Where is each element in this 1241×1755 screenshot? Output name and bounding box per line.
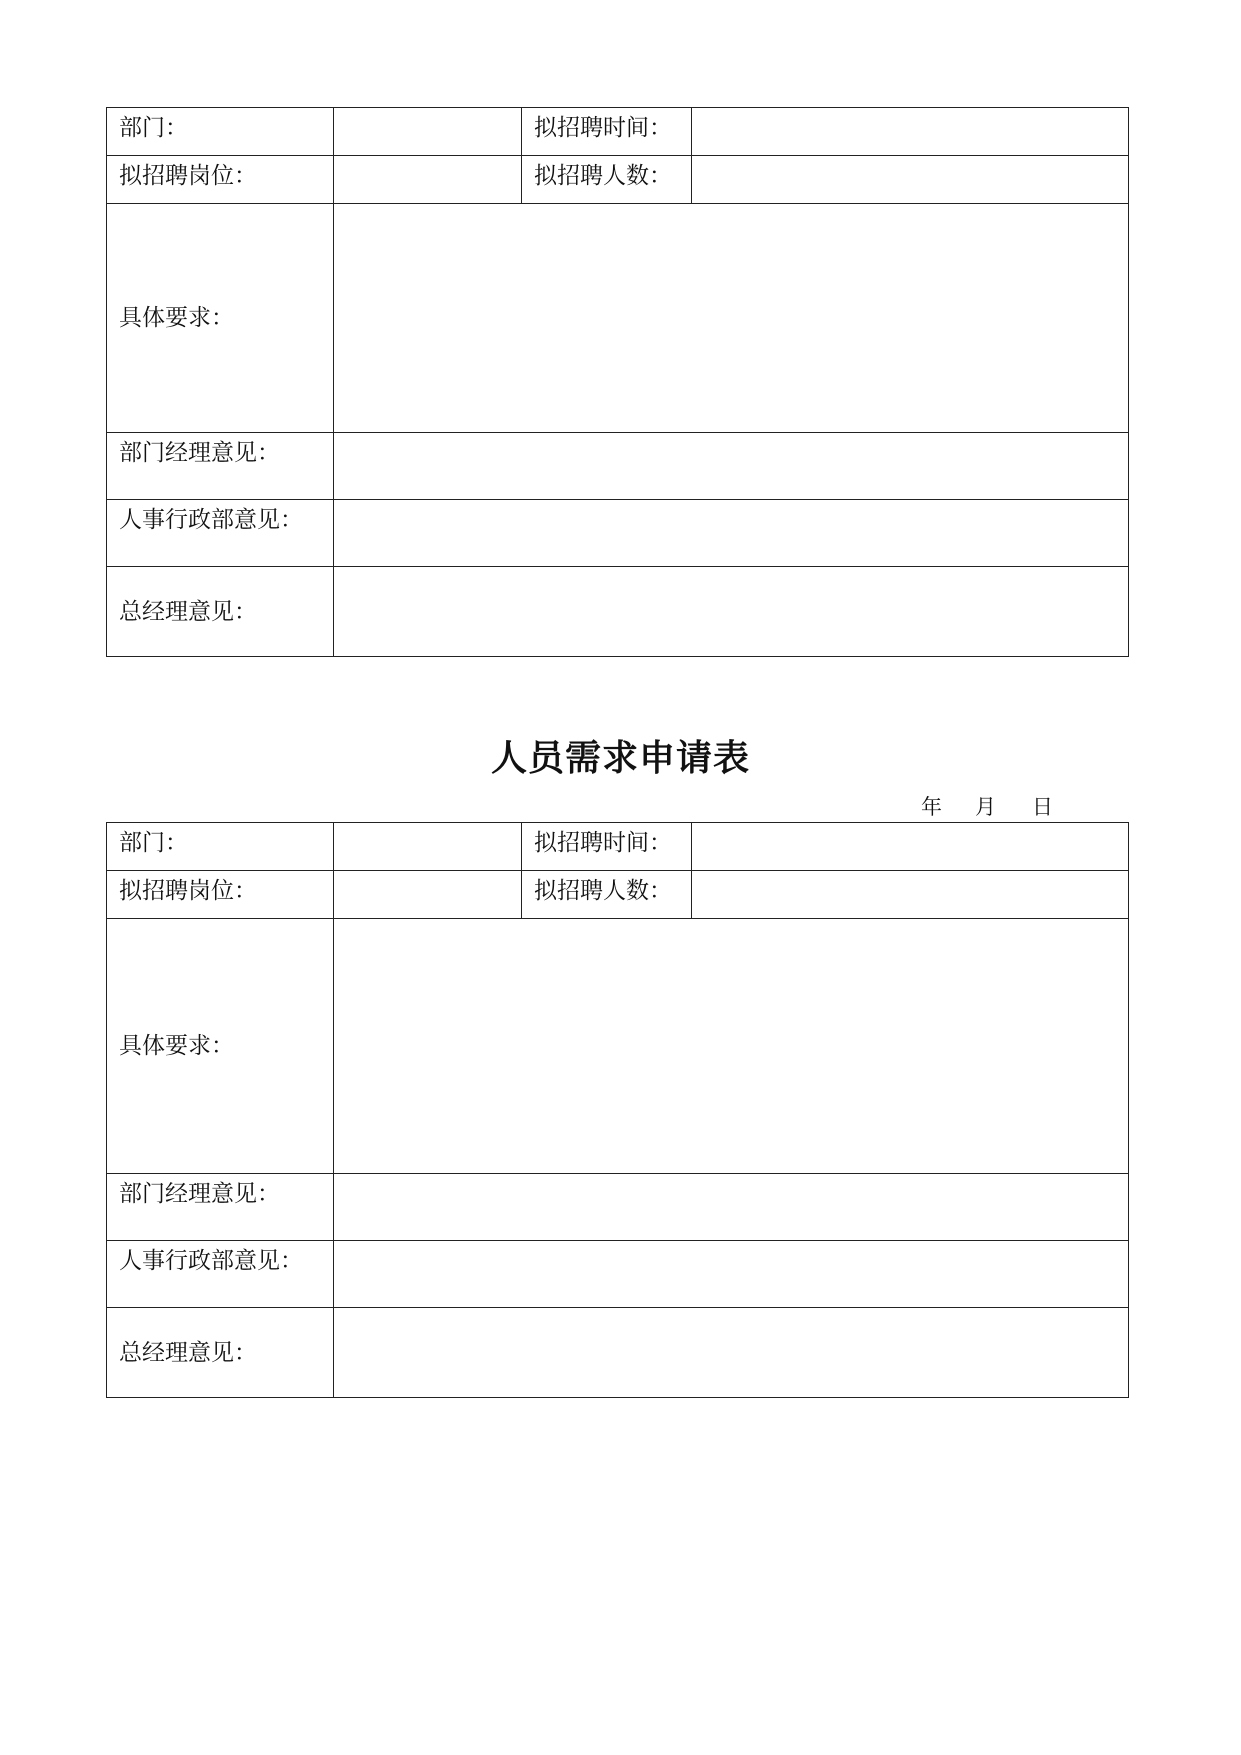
recruit-count-label: 拟招聘人数： xyxy=(522,871,692,919)
general-manager-opinion-label: 总经理意见： xyxy=(107,567,334,657)
recruit-position-field[interactable] xyxy=(334,156,522,204)
recruit-position-field[interactable] xyxy=(334,871,522,919)
requirements-field[interactable] xyxy=(334,919,1129,1174)
request-form-bottom xyxy=(106,822,1129,1398)
hr-admin-opinion-field[interactable] xyxy=(334,500,1129,567)
date-day: 日 xyxy=(1032,795,1053,819)
recruit-count-field[interactable] xyxy=(692,156,1129,204)
requirements-field[interactable] xyxy=(334,204,1129,433)
date-month: 月 xyxy=(975,795,996,819)
request-form-top xyxy=(106,107,1129,657)
recruit-time-label: 拟招聘时间： xyxy=(522,823,692,871)
department-label: 部门： xyxy=(107,823,334,871)
requirements-label: 具体要求： xyxy=(107,204,334,433)
department-label: 部门： xyxy=(107,108,334,156)
general-manager-opinion-label: 总经理意见： xyxy=(107,1308,334,1398)
dept-manager-opinion-field[interactable] xyxy=(334,1174,1129,1241)
department-field[interactable] xyxy=(334,108,522,156)
hr-admin-opinion-field[interactable] xyxy=(334,1241,1129,1308)
dept-manager-opinion-field[interactable] xyxy=(334,433,1129,500)
hr-admin-opinion-label: 人事行政部意见： xyxy=(107,1241,334,1308)
recruit-count-label: 拟招聘人数： xyxy=(522,156,692,204)
recruit-count-field[interactable] xyxy=(692,871,1129,919)
recruit-position-label: 拟招聘岗位： xyxy=(107,156,334,204)
dept-manager-opinion-label: 部门经理意见： xyxy=(107,1174,334,1241)
form-title: 人员需求申请表 xyxy=(490,738,750,779)
date-year: 年 xyxy=(921,795,942,819)
general-manager-opinion-field[interactable] xyxy=(334,1308,1129,1398)
recruit-time-field[interactable] xyxy=(692,108,1129,156)
recruit-time-label: 拟招聘时间： xyxy=(522,108,692,156)
recruit-time-field[interactable] xyxy=(692,823,1129,871)
dept-manager-opinion-label: 部门经理意见： xyxy=(107,433,334,500)
recruit-position-label: 拟招聘岗位： xyxy=(107,871,334,919)
department-field[interactable] xyxy=(334,823,522,871)
hr-admin-opinion-label: 人事行政部意见： xyxy=(107,500,334,567)
requirements-label: 具体要求： xyxy=(107,919,334,1174)
general-manager-opinion-field[interactable] xyxy=(334,567,1129,657)
